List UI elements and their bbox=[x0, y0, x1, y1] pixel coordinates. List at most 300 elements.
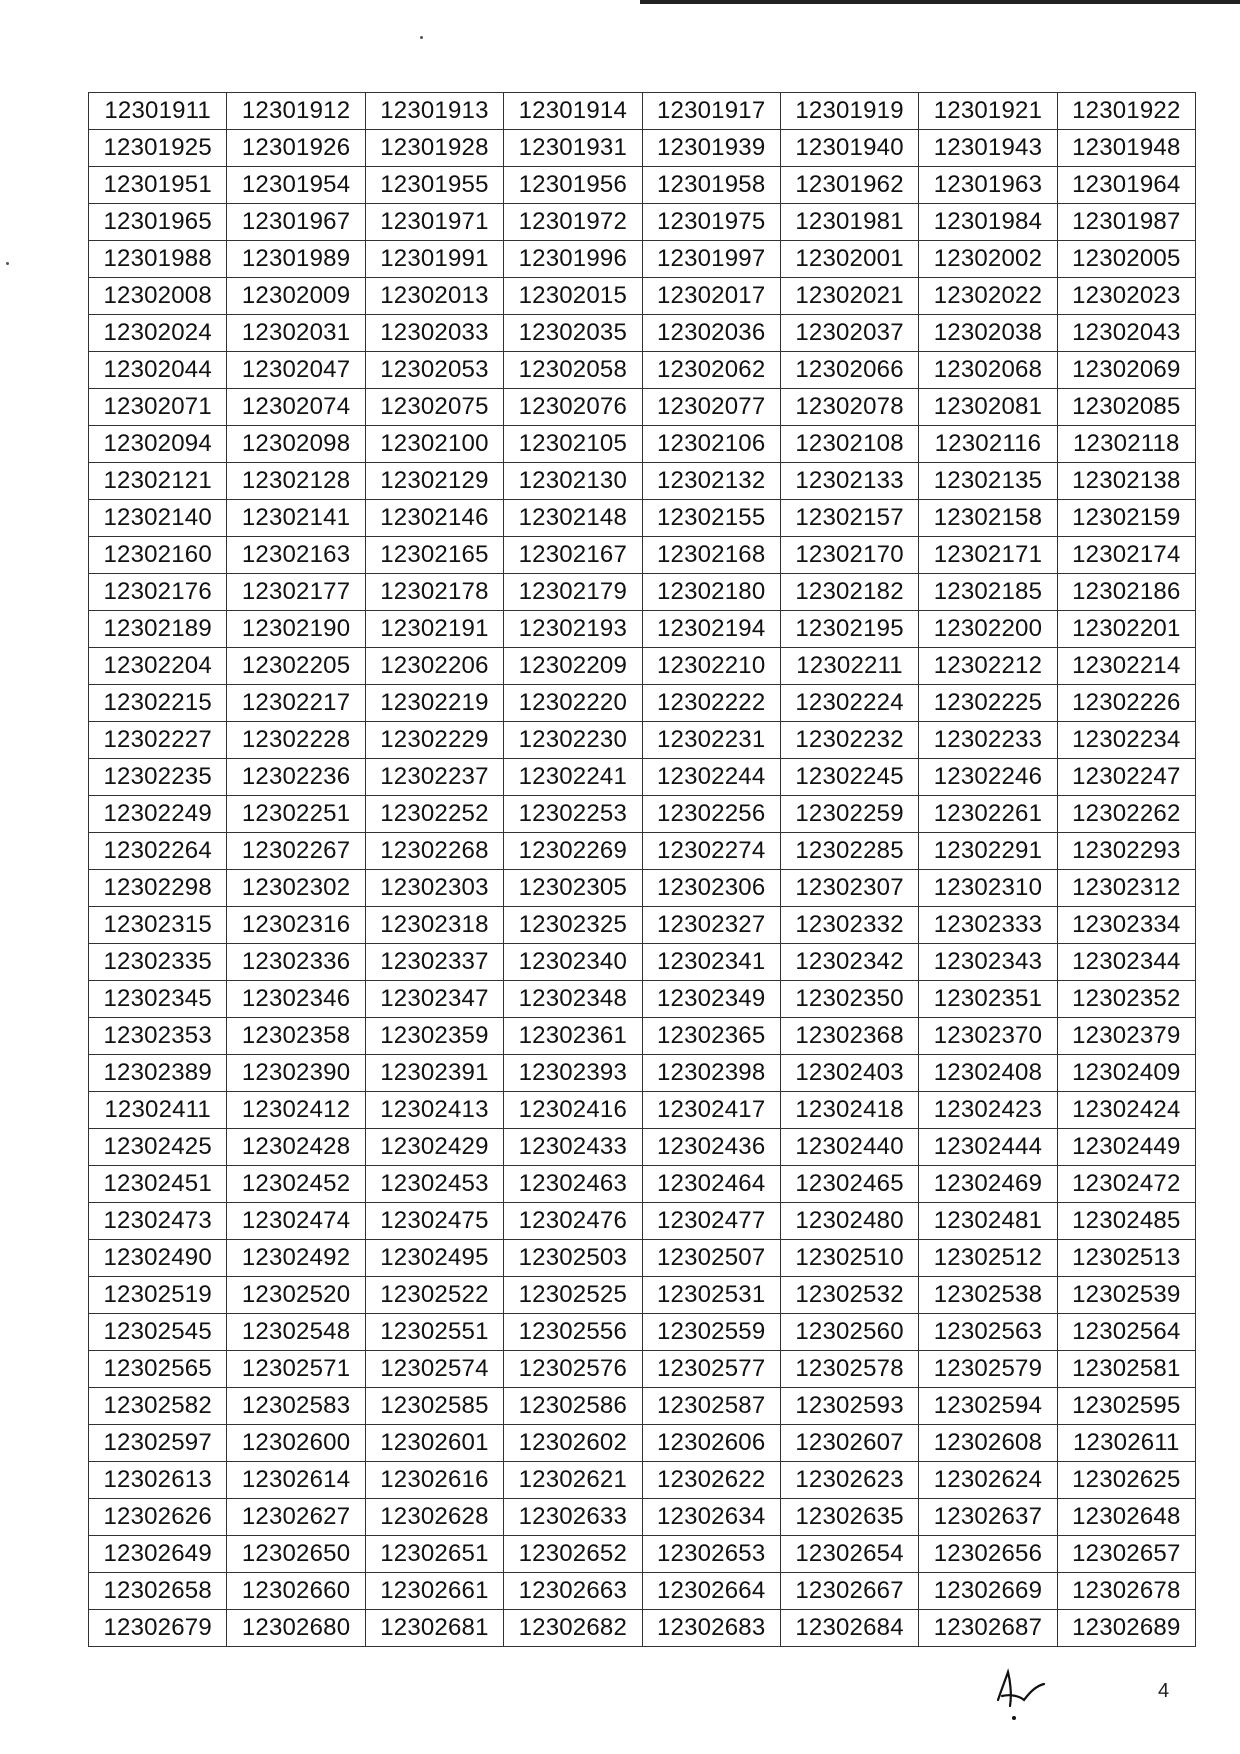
roll-number-cell: 12302657 bbox=[1057, 1536, 1195, 1573]
roll-number-cell: 12302680 bbox=[227, 1610, 365, 1647]
roll-number-cell: 12302021 bbox=[780, 278, 918, 315]
table-row bbox=[89, 870, 1196, 907]
roll-number-cell: 12302293 bbox=[1057, 833, 1195, 870]
roll-number-cell: 12302602 bbox=[504, 1425, 642, 1462]
scan-speck bbox=[6, 262, 9, 265]
table-row bbox=[89, 167, 1196, 204]
roll-number-cell: 12302179 bbox=[504, 574, 642, 611]
roll-number-cell: 12302037 bbox=[780, 315, 918, 352]
table-row bbox=[89, 796, 1196, 833]
roll-number-cell: 12302628 bbox=[365, 1499, 503, 1536]
roll-number-cell: 12302274 bbox=[642, 833, 780, 870]
roll-number-cell: 12302215 bbox=[89, 685, 227, 722]
roll-number-cell: 12302206 bbox=[365, 648, 503, 685]
roll-number-cell: 12301984 bbox=[919, 204, 1057, 241]
table-row bbox=[89, 352, 1196, 389]
roll-number-cell: 12302361 bbox=[504, 1018, 642, 1055]
roll-number-cell: 12302303 bbox=[365, 870, 503, 907]
roll-number-cell: 12302190 bbox=[227, 611, 365, 648]
roll-number-cell: 12302185 bbox=[919, 574, 1057, 611]
roll-number-cell: 12302141 bbox=[227, 500, 365, 537]
roll-number-cell: 12302593 bbox=[780, 1388, 918, 1425]
roll-number-cell: 12302200 bbox=[919, 611, 1057, 648]
roll-number-cell: 12302226 bbox=[1057, 685, 1195, 722]
roll-number-cell: 12302433 bbox=[504, 1129, 642, 1166]
roll-number-cell: 12302138 bbox=[1057, 463, 1195, 500]
roll-number-cell: 12302078 bbox=[780, 389, 918, 426]
roll-number-cell: 12302033 bbox=[365, 315, 503, 352]
roll-number-cell: 12302316 bbox=[227, 907, 365, 944]
roll-number-cell: 12302168 bbox=[642, 537, 780, 574]
roll-number-table bbox=[88, 92, 1196, 1647]
roll-number-cell: 12302171 bbox=[919, 537, 1057, 574]
roll-number-cell: 12302135 bbox=[919, 463, 1057, 500]
roll-number-cell: 12301975 bbox=[642, 204, 780, 241]
roll-number-cell: 12302520 bbox=[227, 1277, 365, 1314]
roll-number-cell: 12302683 bbox=[642, 1610, 780, 1647]
roll-number-cell: 12302085 bbox=[1057, 389, 1195, 426]
roll-number-cell: 12302651 bbox=[365, 1536, 503, 1573]
table-row bbox=[89, 1018, 1196, 1055]
roll-number-cell: 12302390 bbox=[227, 1055, 365, 1092]
roll-number-cell: 12302005 bbox=[1057, 241, 1195, 278]
roll-number-cell: 12302481 bbox=[919, 1203, 1057, 1240]
roll-number-cell: 12302440 bbox=[780, 1129, 918, 1166]
roll-number-cell: 12302038 bbox=[919, 315, 1057, 352]
roll-number-cell: 12302522 bbox=[365, 1277, 503, 1314]
roll-number-cell: 12302429 bbox=[365, 1129, 503, 1166]
roll-number-cell: 12302334 bbox=[1057, 907, 1195, 944]
roll-number-cell: 12302678 bbox=[1057, 1573, 1195, 1610]
roll-number-cell: 12302237 bbox=[365, 759, 503, 796]
roll-number-cell: 12302379 bbox=[1057, 1018, 1195, 1055]
roll-number-cell: 12302622 bbox=[642, 1462, 780, 1499]
roll-number-cell: 12302663 bbox=[504, 1573, 642, 1610]
roll-number-cell: 12302335 bbox=[89, 944, 227, 981]
roll-number-cell: 12302268 bbox=[365, 833, 503, 870]
table-row bbox=[89, 981, 1196, 1018]
roll-number-cell: 12302469 bbox=[919, 1166, 1057, 1203]
roll-number-cell: 12302425 bbox=[89, 1129, 227, 1166]
roll-number-cell: 12302182 bbox=[780, 574, 918, 611]
roll-number-cell: 12302044 bbox=[89, 352, 227, 389]
roll-number-cell: 12302507 bbox=[642, 1240, 780, 1277]
roll-number-cell: 12302626 bbox=[89, 1499, 227, 1536]
roll-number-cell: 12302219 bbox=[365, 685, 503, 722]
roll-number-cell: 12302229 bbox=[365, 722, 503, 759]
table-row bbox=[89, 500, 1196, 537]
roll-number-cell: 12302576 bbox=[504, 1351, 642, 1388]
roll-number-cell: 12302076 bbox=[504, 389, 642, 426]
roll-number-cell: 12301997 bbox=[642, 241, 780, 278]
roll-number-cell: 12302398 bbox=[642, 1055, 780, 1092]
roll-number-cell: 12302416 bbox=[504, 1092, 642, 1129]
roll-number-cell: 12302492 bbox=[227, 1240, 365, 1277]
roll-number-cell: 12302167 bbox=[504, 537, 642, 574]
roll-number-cell: 12302074 bbox=[227, 389, 365, 426]
roll-number-cell: 12302624 bbox=[919, 1462, 1057, 1499]
roll-number-cell: 12302121 bbox=[89, 463, 227, 500]
roll-number-cell: 12302315 bbox=[89, 907, 227, 944]
roll-number-cell: 12301964 bbox=[1057, 167, 1195, 204]
roll-number-cell: 12302476 bbox=[504, 1203, 642, 1240]
roll-number-cell: 12302291 bbox=[919, 833, 1057, 870]
roll-number-cell: 12302423 bbox=[919, 1092, 1057, 1129]
roll-number-cell: 12302512 bbox=[919, 1240, 1057, 1277]
roll-number-cell: 12301914 bbox=[504, 93, 642, 130]
table-row bbox=[89, 426, 1196, 463]
roll-number-cell: 12302267 bbox=[227, 833, 365, 870]
roll-number-cell: 12302244 bbox=[642, 759, 780, 796]
roll-number-cell: 12302656 bbox=[919, 1536, 1057, 1573]
roll-number-cell: 12302601 bbox=[365, 1425, 503, 1462]
roll-number-cell: 12301913 bbox=[365, 93, 503, 130]
roll-number-cell: 12302564 bbox=[1057, 1314, 1195, 1351]
roll-number-cell: 12302174 bbox=[1057, 537, 1195, 574]
roll-number-cell: 12302310 bbox=[919, 870, 1057, 907]
roll-number-cell: 12302100 bbox=[365, 426, 503, 463]
roll-number-cell: 12302349 bbox=[642, 981, 780, 1018]
roll-number-cell: 12302565 bbox=[89, 1351, 227, 1388]
roll-number-cell: 12302635 bbox=[780, 1499, 918, 1536]
roll-number-cell: 12302345 bbox=[89, 981, 227, 1018]
roll-number-cell: 12302333 bbox=[919, 907, 1057, 944]
table-row bbox=[89, 1462, 1196, 1499]
roll-number-cell: 12302490 bbox=[89, 1240, 227, 1277]
roll-number-cell: 12302532 bbox=[780, 1277, 918, 1314]
table-row bbox=[89, 685, 1196, 722]
table-row bbox=[89, 241, 1196, 278]
roll-number-cell: 12301917 bbox=[642, 93, 780, 130]
roll-number-cell: 12302194 bbox=[642, 611, 780, 648]
roll-number-cell: 12302211 bbox=[780, 648, 918, 685]
roll-number-cell: 12302682 bbox=[504, 1610, 642, 1647]
roll-number-cell: 12302017 bbox=[642, 278, 780, 315]
roll-number-cell: 12302009 bbox=[227, 278, 365, 315]
roll-number-cell: 12302325 bbox=[504, 907, 642, 944]
roll-number-cell: 12301987 bbox=[1057, 204, 1195, 241]
table-row bbox=[89, 1425, 1196, 1462]
roll-number-cell: 12302285 bbox=[780, 833, 918, 870]
roll-number-cell: 12302035 bbox=[504, 315, 642, 352]
roll-number-cell: 12302449 bbox=[1057, 1129, 1195, 1166]
roll-number-cell: 12302015 bbox=[504, 278, 642, 315]
roll-number-cell: 12301943 bbox=[919, 130, 1057, 167]
roll-number-cell: 12302253 bbox=[504, 796, 642, 833]
roll-number-cell: 12302220 bbox=[504, 685, 642, 722]
roll-number-cell: 12302001 bbox=[780, 241, 918, 278]
roll-number-cell: 12302653 bbox=[642, 1536, 780, 1573]
roll-number-cell: 12302247 bbox=[1057, 759, 1195, 796]
roll-number-cell: 12302579 bbox=[919, 1351, 1057, 1388]
roll-number-cell: 12302170 bbox=[780, 537, 918, 574]
roll-number-cell: 12302403 bbox=[780, 1055, 918, 1092]
roll-number-cell: 12302428 bbox=[227, 1129, 365, 1166]
roll-number-cell: 12301996 bbox=[504, 241, 642, 278]
roll-number-cell: 12302231 bbox=[642, 722, 780, 759]
roll-number-cell: 12302669 bbox=[919, 1573, 1057, 1610]
roll-number-cell: 12302176 bbox=[89, 574, 227, 611]
roll-number-cell: 12302350 bbox=[780, 981, 918, 1018]
roll-number-cell: 12302424 bbox=[1057, 1092, 1195, 1129]
roll-number-cell: 12302024 bbox=[89, 315, 227, 352]
roll-number-cell: 12302578 bbox=[780, 1351, 918, 1388]
roll-number-cell: 12302105 bbox=[504, 426, 642, 463]
roll-number-cell: 12302013 bbox=[365, 278, 503, 315]
roll-number-cell: 12302204 bbox=[89, 648, 227, 685]
roll-number-cell: 12301963 bbox=[919, 167, 1057, 204]
roll-number-cell: 12301954 bbox=[227, 167, 365, 204]
roll-number-cell: 12302616 bbox=[365, 1462, 503, 1499]
roll-number-cell: 12302465 bbox=[780, 1166, 918, 1203]
roll-number-cell: 12302094 bbox=[89, 426, 227, 463]
top-border-rule bbox=[640, 0, 1240, 4]
roll-number-cell: 12302224 bbox=[780, 685, 918, 722]
roll-number-cell: 12301955 bbox=[365, 167, 503, 204]
table-row bbox=[89, 389, 1196, 426]
roll-number-cell: 12302389 bbox=[89, 1055, 227, 1092]
roll-number-cell: 12302545 bbox=[89, 1314, 227, 1351]
roll-number-cell: 12302633 bbox=[504, 1499, 642, 1536]
roll-number-cell: 12302614 bbox=[227, 1462, 365, 1499]
roll-number-cell: 12302252 bbox=[365, 796, 503, 833]
roll-number-cell: 12301988 bbox=[89, 241, 227, 278]
roll-number-cell: 12302611 bbox=[1057, 1425, 1195, 1462]
roll-number-cell: 12302649 bbox=[89, 1536, 227, 1573]
roll-number-cell: 12302140 bbox=[89, 500, 227, 537]
roll-number-cell: 12302098 bbox=[227, 426, 365, 463]
roll-number-cell: 12301922 bbox=[1057, 93, 1195, 130]
roll-number-cell: 12302234 bbox=[1057, 722, 1195, 759]
roll-number-cell: 12302066 bbox=[780, 352, 918, 389]
roll-number-cell: 12302551 bbox=[365, 1314, 503, 1351]
roll-number-cell: 12302464 bbox=[642, 1166, 780, 1203]
table-row bbox=[89, 574, 1196, 611]
table-row bbox=[89, 648, 1196, 685]
roll-number-cell: 12302177 bbox=[227, 574, 365, 611]
roll-number-cell: 12302343 bbox=[919, 944, 1057, 981]
roll-number-cell: 12301971 bbox=[365, 204, 503, 241]
roll-number-cell: 12301939 bbox=[642, 130, 780, 167]
roll-number-cell: 12302069 bbox=[1057, 352, 1195, 389]
roll-number-cell: 12302408 bbox=[919, 1055, 1057, 1092]
roll-number-cell: 12302193 bbox=[504, 611, 642, 648]
roll-number-cell: 12302251 bbox=[227, 796, 365, 833]
roll-number-cell: 12302068 bbox=[919, 352, 1057, 389]
roll-number-cell: 12302236 bbox=[227, 759, 365, 796]
roll-number-cell: 12302306 bbox=[642, 870, 780, 907]
roll-number-cell: 12302225 bbox=[919, 685, 1057, 722]
roll-number-cell: 12302574 bbox=[365, 1351, 503, 1388]
roll-number-cell: 12302586 bbox=[504, 1388, 642, 1425]
roll-number-cell: 12302191 bbox=[365, 611, 503, 648]
roll-number-cell: 12302453 bbox=[365, 1166, 503, 1203]
roll-number-cell: 12302510 bbox=[780, 1240, 918, 1277]
roll-number-cell: 12302002 bbox=[919, 241, 1057, 278]
roll-number-cell: 12302391 bbox=[365, 1055, 503, 1092]
roll-number-cell: 12301931 bbox=[504, 130, 642, 167]
roll-number-cell: 12302205 bbox=[227, 648, 365, 685]
scan-speck bbox=[420, 36, 423, 39]
roll-number-cell: 12302195 bbox=[780, 611, 918, 648]
roll-number-cell: 12302684 bbox=[780, 1610, 918, 1647]
table-row bbox=[89, 1129, 1196, 1166]
roll-number-cell: 12301926 bbox=[227, 130, 365, 167]
roll-number-cell: 12302178 bbox=[365, 574, 503, 611]
roll-number-cell: 12302132 bbox=[642, 463, 780, 500]
roll-number-cell: 12302189 bbox=[89, 611, 227, 648]
table-row bbox=[89, 1240, 1196, 1277]
roll-number-cell: 12302212 bbox=[919, 648, 1057, 685]
roll-number-cell: 12301989 bbox=[227, 241, 365, 278]
table-row bbox=[89, 537, 1196, 574]
roll-number-cell: 12302269 bbox=[504, 833, 642, 870]
roll-number-cell: 12302155 bbox=[642, 500, 780, 537]
table-row bbox=[89, 611, 1196, 648]
roll-number-cell: 12302298 bbox=[89, 870, 227, 907]
roll-number-cell: 12302053 bbox=[365, 352, 503, 389]
table-row bbox=[89, 1351, 1196, 1388]
roll-number-cell: 12301981 bbox=[780, 204, 918, 241]
roll-number-cell: 12302417 bbox=[642, 1092, 780, 1129]
roll-number-cell: 12302608 bbox=[919, 1425, 1057, 1462]
roll-number-cell: 12302627 bbox=[227, 1499, 365, 1536]
roll-number-cell: 12302664 bbox=[642, 1573, 780, 1610]
roll-number-cell: 12302687 bbox=[919, 1610, 1057, 1647]
table-row bbox=[89, 833, 1196, 870]
roll-number-cell: 12302411 bbox=[89, 1092, 227, 1129]
roll-number-cell: 12302047 bbox=[227, 352, 365, 389]
roll-number-cell: 12302344 bbox=[1057, 944, 1195, 981]
table-row bbox=[89, 944, 1196, 981]
roll-number-cell: 12302595 bbox=[1057, 1388, 1195, 1425]
roll-number-cell: 12302246 bbox=[919, 759, 1057, 796]
roll-number-cell: 12302667 bbox=[780, 1573, 918, 1610]
roll-number-cell: 12302305 bbox=[504, 870, 642, 907]
roll-number-cell: 12302232 bbox=[780, 722, 918, 759]
table-row bbox=[89, 759, 1196, 796]
roll-number-cell: 12301911 bbox=[89, 93, 227, 130]
roll-number-cell: 12302513 bbox=[1057, 1240, 1195, 1277]
roll-number-cell: 12301948 bbox=[1057, 130, 1195, 167]
roll-number-cell: 12302157 bbox=[780, 500, 918, 537]
page-number: 4 bbox=[1158, 1680, 1170, 1702]
roll-number-cell: 12302302 bbox=[227, 870, 365, 907]
roll-number-cell: 12302348 bbox=[504, 981, 642, 1018]
roll-number-cell: 12301951 bbox=[89, 167, 227, 204]
roll-number-cell: 12302128 bbox=[227, 463, 365, 500]
roll-number-cell: 12302660 bbox=[227, 1573, 365, 1610]
roll-number-cell: 12302474 bbox=[227, 1203, 365, 1240]
roll-number-cell: 12302262 bbox=[1057, 796, 1195, 833]
roll-number-cell: 12302563 bbox=[919, 1314, 1057, 1351]
roll-number-cell: 12302654 bbox=[780, 1536, 918, 1573]
roll-number-cell: 12302249 bbox=[89, 796, 227, 833]
roll-number-cell: 12302370 bbox=[919, 1018, 1057, 1055]
roll-number-cell: 12302538 bbox=[919, 1277, 1057, 1314]
roll-number-cell: 12302228 bbox=[227, 722, 365, 759]
table-row bbox=[89, 907, 1196, 944]
roll-number-cell: 12302689 bbox=[1057, 1610, 1195, 1647]
roll-number-cell: 12302623 bbox=[780, 1462, 918, 1499]
roll-number-cell: 12302353 bbox=[89, 1018, 227, 1055]
roll-number-cell: 12302259 bbox=[780, 796, 918, 833]
roll-number-cell: 12302577 bbox=[642, 1351, 780, 1388]
roll-number-cell: 12302571 bbox=[227, 1351, 365, 1388]
table-row bbox=[89, 1055, 1196, 1092]
roll-number-cell: 12302652 bbox=[504, 1536, 642, 1573]
roll-number-cell: 12302587 bbox=[642, 1388, 780, 1425]
table-row bbox=[89, 1536, 1196, 1573]
roll-number-cell: 12302058 bbox=[504, 352, 642, 389]
roll-number-cell: 12302548 bbox=[227, 1314, 365, 1351]
roll-number-cell: 12302233 bbox=[919, 722, 1057, 759]
roll-number-cell: 12302210 bbox=[642, 648, 780, 685]
roll-number-cell: 12302222 bbox=[642, 685, 780, 722]
roll-number-cell: 12302062 bbox=[642, 352, 780, 389]
table-row bbox=[89, 1610, 1196, 1647]
roll-number-cell: 12302559 bbox=[642, 1314, 780, 1351]
roll-number-cell: 12301940 bbox=[780, 130, 918, 167]
roll-number-cell: 12302214 bbox=[1057, 648, 1195, 685]
roll-number-cell: 12301965 bbox=[89, 204, 227, 241]
roll-number-cell: 12302475 bbox=[365, 1203, 503, 1240]
roll-number-cell: 12302235 bbox=[89, 759, 227, 796]
roll-number-cell: 12302312 bbox=[1057, 870, 1195, 907]
roll-number-cell: 12302022 bbox=[919, 278, 1057, 315]
table-row bbox=[89, 130, 1196, 167]
roll-number-cell: 12302444 bbox=[919, 1129, 1057, 1166]
roll-number-cell: 12302368 bbox=[780, 1018, 918, 1055]
roll-number-cell: 12302118 bbox=[1057, 426, 1195, 463]
roll-number-cell: 12302359 bbox=[365, 1018, 503, 1055]
roll-number-cell: 12302625 bbox=[1057, 1462, 1195, 1499]
roll-number-cell: 12302227 bbox=[89, 722, 227, 759]
roll-number-cell: 12301956 bbox=[504, 167, 642, 204]
roll-number-cell: 12301991 bbox=[365, 241, 503, 278]
roll-number-cell: 12301967 bbox=[227, 204, 365, 241]
table-row bbox=[89, 315, 1196, 352]
roll-number-cell: 12302477 bbox=[642, 1203, 780, 1240]
roll-number-cell: 12302556 bbox=[504, 1314, 642, 1351]
roll-number-cell: 12302648 bbox=[1057, 1499, 1195, 1536]
table-row bbox=[89, 278, 1196, 315]
roll-number-cell: 12302539 bbox=[1057, 1277, 1195, 1314]
roll-number-cell: 12302347 bbox=[365, 981, 503, 1018]
roll-number-cell: 12302159 bbox=[1057, 500, 1195, 537]
roll-number-cell: 12302480 bbox=[780, 1203, 918, 1240]
roll-number-cell: 12302634 bbox=[642, 1499, 780, 1536]
roll-number-cell: 12302472 bbox=[1057, 1166, 1195, 1203]
roll-number-cell: 12302560 bbox=[780, 1314, 918, 1351]
table-row bbox=[89, 463, 1196, 500]
roll-number-cell: 12302650 bbox=[227, 1536, 365, 1573]
roll-number-cell: 12302081 bbox=[919, 389, 1057, 426]
roll-number-cell: 12302230 bbox=[504, 722, 642, 759]
roll-number-cell: 12302217 bbox=[227, 685, 365, 722]
roll-number-cell: 12302165 bbox=[365, 537, 503, 574]
table-row bbox=[89, 722, 1196, 759]
roll-number-cell: 12302585 bbox=[365, 1388, 503, 1425]
roll-number-cell: 12302186 bbox=[1057, 574, 1195, 611]
roll-number-cell: 12302108 bbox=[780, 426, 918, 463]
roll-number-cell: 12302241 bbox=[504, 759, 642, 796]
table-row bbox=[89, 1388, 1196, 1425]
roll-number-cell: 12302485 bbox=[1057, 1203, 1195, 1240]
roll-number-cell: 12302451 bbox=[89, 1166, 227, 1203]
roll-number-cell: 12302031 bbox=[227, 315, 365, 352]
roll-number-cell: 12302412 bbox=[227, 1092, 365, 1129]
